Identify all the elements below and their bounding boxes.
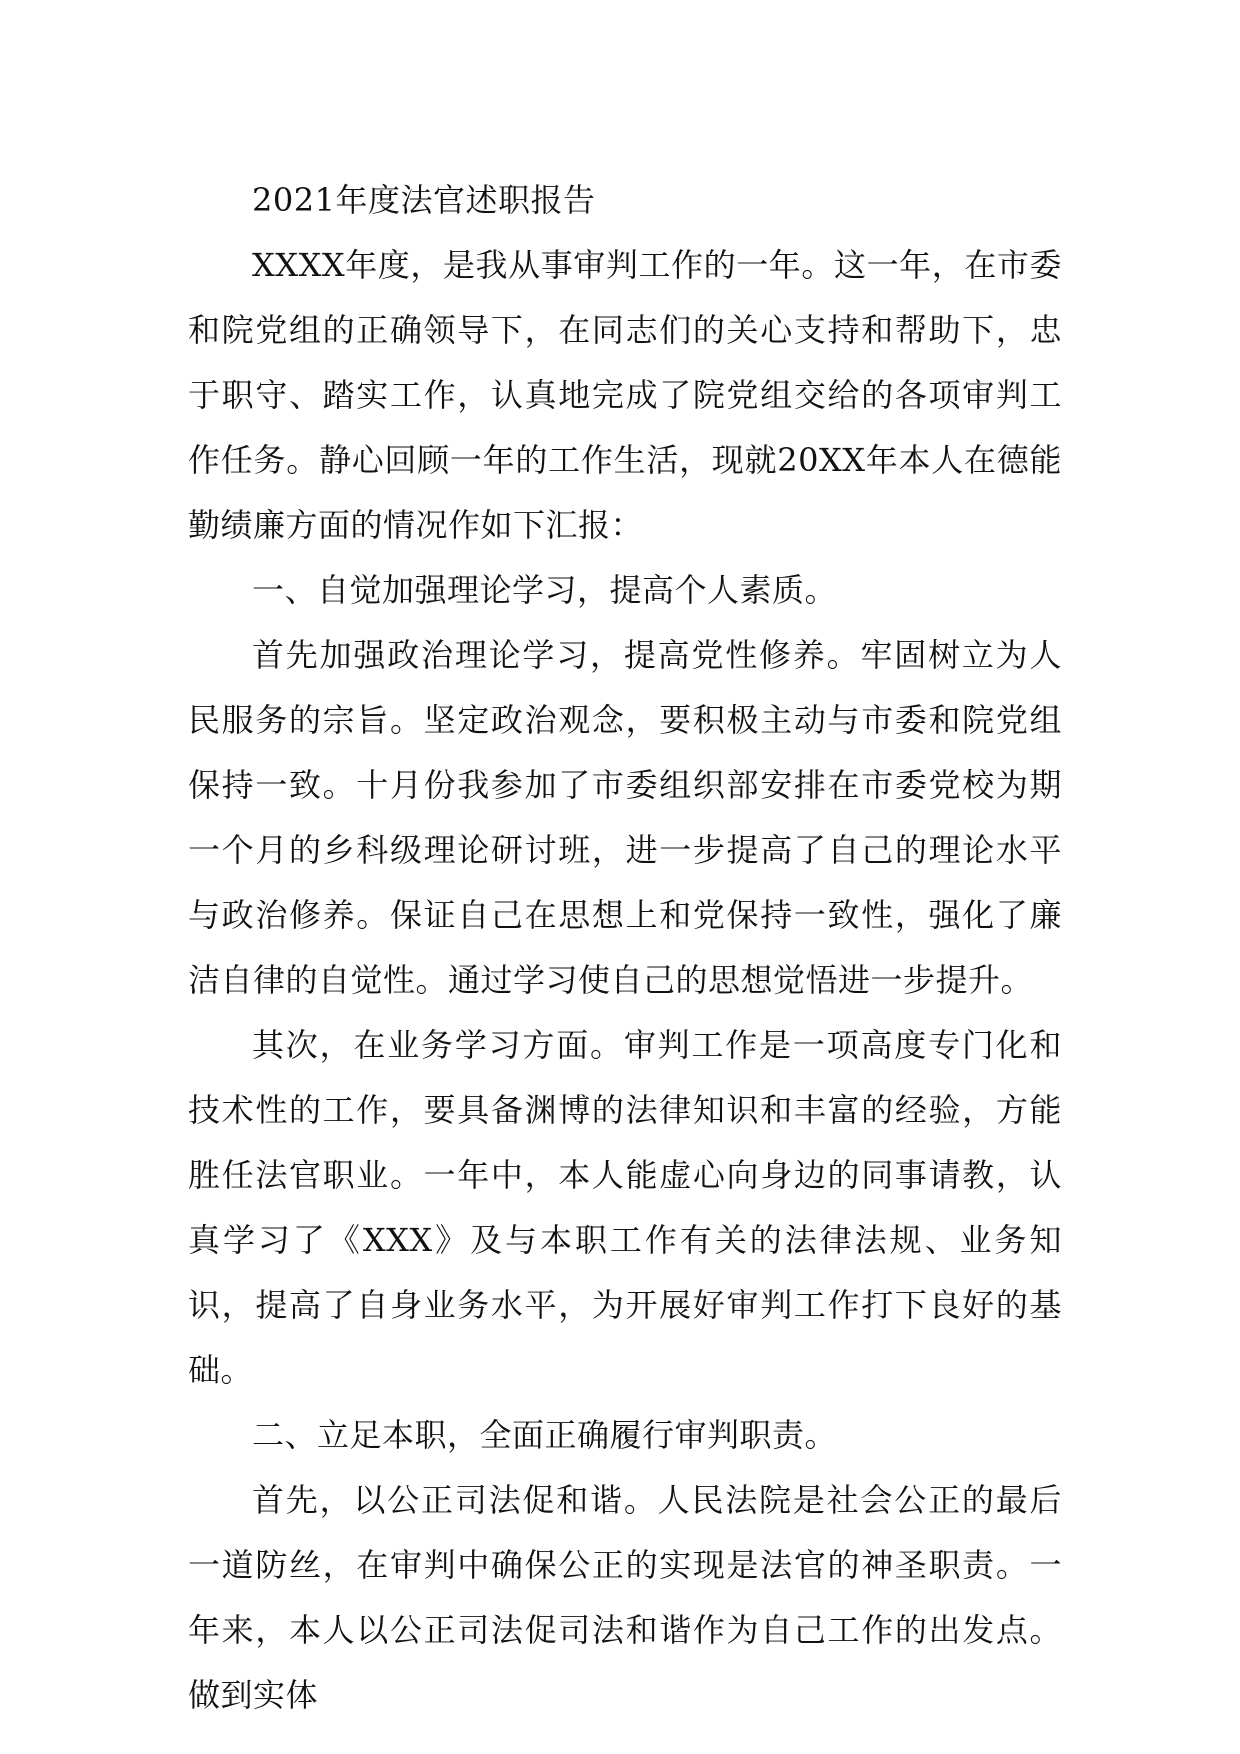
document-title: 2021年度法官述职报告 [252,181,596,219]
document-body [188,168,1062,1728]
paragraph-political-study: 首先加强政治理论学习，提高党性修养。牢固树立为人民服务的宗旨。坚定政治观念，要积极主动与市委和院党组保持一致。十月份我参加了市委组织部安排在市委党校为期一个月的乡科级理论研讨班，进一步提高了自己的理论水平与政治修养。保证自己在思想上和党保持一致性，强化了廉洁自律的自觉性。通过学习使自己的思想觉悟进一步提升。 [188,636,1062,999]
section-heading-1: 一、自觉加强理论学习，提高个人素质。 [252,571,838,609]
paragraph-fair-justice: 首先，以公正司法促和谐。人民法院是社会公正的最后一道防丝，在审判中确保公正的实现是法官的神圣职责。一年来，本人以公正司法促司法和谐作为自己工作的出发点。做到实体 [188,1481,1062,1714]
paragraph-intro: XXXX年度，是我从事审判工作的一年。这一年，在市委和院党组的正确领导下，在同志们的关心支持和帮助下，忠于职守、踏实工作，认真地完成了院党组交给的各项审判工作任务。静心回顾一年的工作生活，现就20XX年本人在德能勤绩廉方面的情况作如下汇报： [188,246,1062,544]
section-heading-2: 二、立足本职，全面正确履行审判职责。 [252,1416,838,1454]
paragraph-business-study: 其次，在业务学习方面。审判工作是一项高度专门化和技术性的工作，要具备渊博的法律知识和丰富的经验，方能胜任法官职业。一年中，本人能虚心向身边的同事请教，认真学习了《XXX》及与本职工作有关的法律法规、业务知识，提高了自身业务水平，为开展好审判工作打下良好的基础。 [188,1026,1062,1389]
